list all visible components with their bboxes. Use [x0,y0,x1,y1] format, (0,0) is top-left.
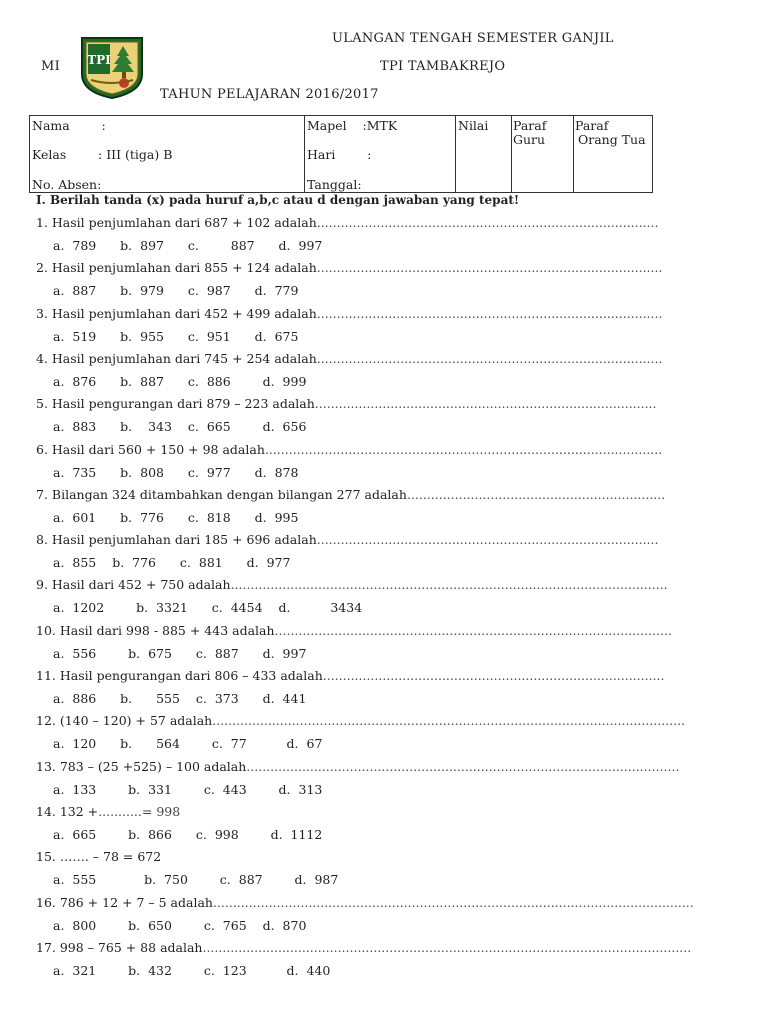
answer-options-14[interactable]: a. 665 b. 866 c. 998 d. 1112 [53,826,323,842]
answer-dots: ......................................................................................................................... [212,894,694,910]
answer-options-17[interactable]: a. 321 b. 432 c. 123 d. 440 [53,962,331,978]
mi-label: MI [41,59,61,74]
answer-options-13[interactable]: a. 133 b. 331 c. 443 d. 313 [53,781,323,797]
question-6 [36,442,662,457]
answer-options-10[interactable]: a. 556 b. 675 c. 887 d. 997 [53,645,307,661]
question-4 [36,351,662,366]
question-12 [36,713,685,728]
answer-options-4[interactable]: a. 876 b. 887 c. 886 d. 999 [53,373,307,389]
question-text: 6. Hasil dari 560 + 150 + 98 adalah [36,441,265,457]
school-name: TPI TAMBAKREJO [380,59,506,74]
nama-field[interactable]: Nama : [32,118,106,133]
tanggal-field[interactable]: Tanggal: [307,177,362,192]
answer-dots: .................................................................................................... [274,622,672,638]
answer-dots: .................................................................................................... [264,441,663,457]
mapel-field: Mapel :MTK [307,118,398,133]
question-2 [36,260,662,275]
paraf-ortu-header-2: Orang Tua [578,132,646,147]
answer-options-16[interactable]: a. 800 b. 650 c. 765 d. 870 [53,917,307,933]
answer-dots: ....................................................................................................................... [212,713,686,729]
nilai-header: Nilai [458,118,489,133]
question-16 [36,895,694,910]
logo-text: TPI [87,53,111,67]
question-text: 13. 783 – (25 +525) – 100 adalah [36,758,247,774]
question-text: 5. Hasil pengurangan dari 879 – 223 adalah [36,396,315,412]
question-text: 14. 132 + [36,803,99,819]
paraf-guru-header-1: Paraf [513,118,547,133]
answer-dots: ...................................................................................... [316,532,659,548]
answer-dots: ............................................................................................................. [246,758,680,774]
paraf-guru-header-2: Guru [513,132,546,147]
question-14 [36,804,180,819]
question-text: 4. Hasil penjumlahan dari 745 + 254 adalah [36,350,317,366]
answer-dots: ...................................................................................... [314,396,657,412]
answer-options-6[interactable]: a. 735 b. 808 c. 977 d. 878 [53,464,299,480]
answer-dots: ........................................................................................................................... [202,939,692,955]
answer-dots: ....................................................................................... [316,305,663,321]
answer-options-15[interactable]: a. 555 b. 750 c. 887 d. 987 [53,872,339,888]
question-17 [36,940,691,955]
answer-options-5[interactable]: a. 883 b. 343 c. 665 d. 656 [53,419,307,435]
question-text: 2. Hasil penjumlahan dari 855 + 124 adalah [36,260,317,276]
instruction: I. Berilah tanda (x) pada huruf a,b,c atau d dengan jawaban yang tepat! [36,193,520,207]
question-text: 9. Hasil dari 452 + 750 adalah [36,577,231,593]
question-10 [36,623,672,638]
answer-options-3[interactable]: a. 519 b. 955 c. 951 d. 675 [53,328,299,344]
question-text: 1. Hasil penjumlahan dari 687 + 102 adalah [36,215,317,230]
exam-title: ULANGAN TENGAH SEMESTER GANJIL [332,31,614,46]
question-3 [36,306,662,321]
question-text: 12. (140 – 120) + 57 adalah [36,713,213,729]
question-9 [36,577,668,592]
question-text: 15. ……. – 78 = 672 [36,849,162,865]
answer-dots: ................................................................. [406,486,666,502]
question-text: 17. 998 – 765 + 88 adalah [36,939,203,955]
school-year: TAHUN PELAJARAN 2016/2017 [160,87,379,102]
answer-options-11[interactable]: a. 886 b. 555 c. 373 d. 441 [53,691,307,706]
question-8 [36,532,658,547]
question-text: 16. 786 + 12 + 7 – 5 adalah [36,894,213,910]
absen-field[interactable]: No. Absen: [32,177,102,192]
paraf-ortu-header-1: Paraf [575,118,609,133]
answer-options-12[interactable]: a. 120 b. 564 c. 77 d. 67 [53,736,323,752]
question-13 [36,759,679,774]
answer-dots: .............................................................................................................. [230,577,668,593]
question-1 [36,215,658,230]
student-identity-table [29,115,653,193]
school-logo [77,34,147,100]
question-text: 10. Hasil dari 998 - 885 + 443 adalah [36,622,275,638]
question-11 [36,668,664,683]
answer-options-7[interactable]: a. 601 b. 776 c. 818 d. 995 [53,509,299,525]
answer-dots: ...................................................................................... [322,668,665,683]
answer-options-8[interactable]: a. 855 b. 776 c. 881 d. 977 [53,555,291,571]
hari-field[interactable]: Hari : [307,147,372,162]
question-text: 3. Hasil penjumlahan dari 452 + 499 adalah [36,305,317,321]
question-text: 11. Hasil pengurangan dari 806 – 433 adalah [36,668,323,683]
question-15 [36,849,161,864]
answer-dots: ....................................................................................... [316,350,663,366]
answer-options-1[interactable]: a. 789 b. 897 c. 887 d. 997 [53,238,323,253]
answer-dots: ...................................................................................... [316,215,659,230]
question-text: 8. Hasil penjumlahan dari 185 + 696 adalah [36,532,317,548]
kelas-field[interactable]: Kelas : III (tiga) B [32,147,173,162]
answer-options-9[interactable]: a. 1202 b. 3321 c. 4454 d. 3434 [53,600,363,616]
question-text: 7. Bilangan 324 ditambahkan dengan bilangan 277 adalah [36,486,407,502]
answer-options-2[interactable]: a. 887 b. 979 c. 987 d. 779 [53,283,299,299]
answer-dots: ....................................................................................... [316,260,663,276]
question-7 [36,487,665,502]
question-5 [36,396,657,411]
answer-dots: ...........= 998 [98,803,181,819]
